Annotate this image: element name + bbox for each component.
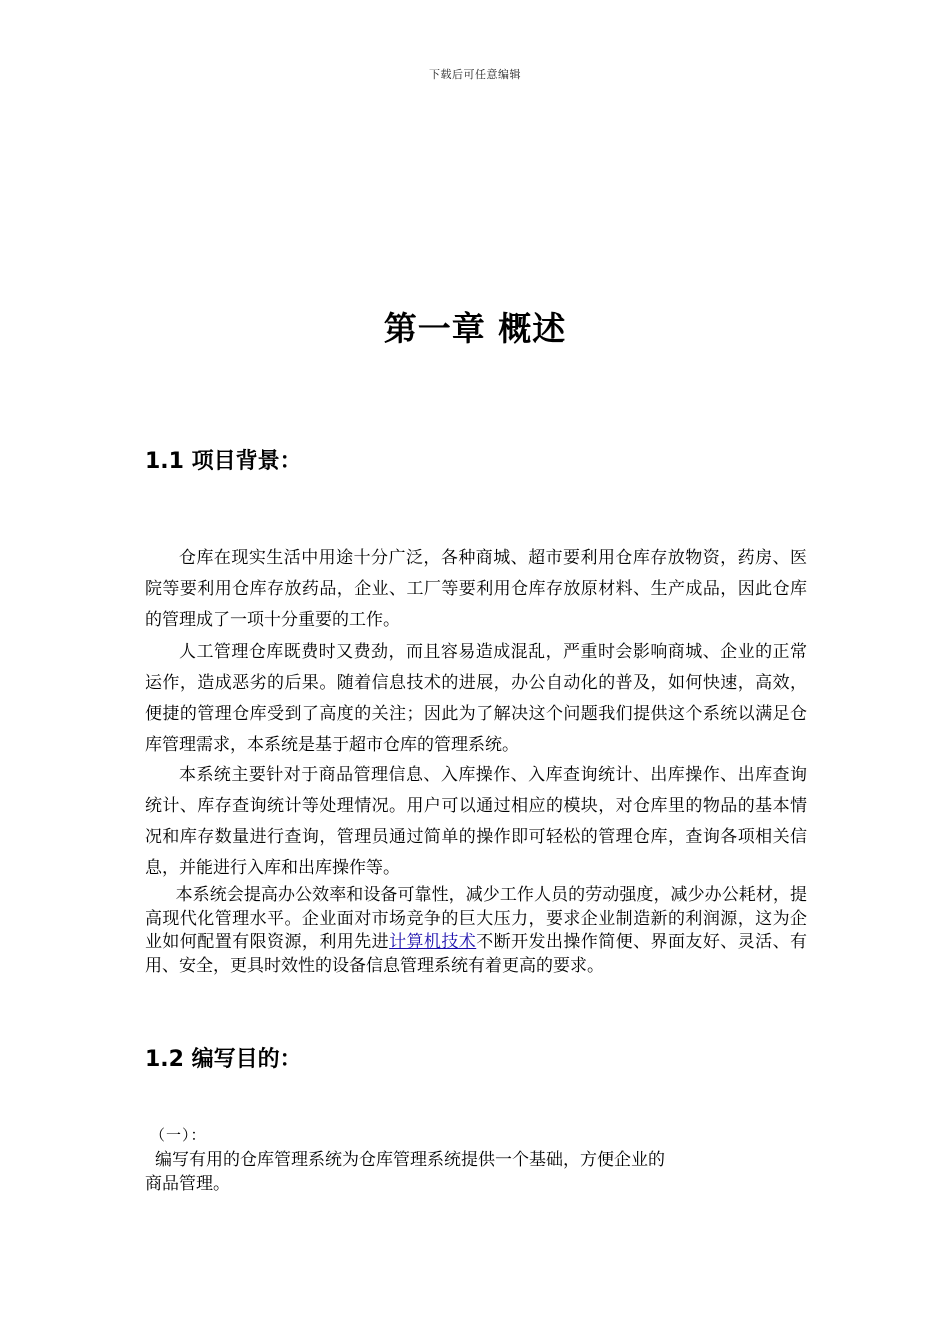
section-heading-purpose: 1.2 编写目的： xyxy=(145,1047,302,1072)
chapter-title: 第一章 概述 xyxy=(383,309,567,348)
computer-technology-link[interactable]: 计算机技术 xyxy=(389,932,477,952)
sub-item-paragraph xyxy=(145,1148,745,1196)
paragraph-system-benefits xyxy=(145,884,807,978)
paragraph-system-functions: 本系统主要针对于商品管理信息、入库操作、入库查询统计、出库操作、出库查询统计、库存查询统计等处理情况。用户可以通过相应的模块，对仓库里的物品的基本情况和库存数量进行查询，管理员通过简单的操作即可轻松的管理仓库，查询各项相关信息，并能进行入库和出库操作等。 xyxy=(145,765,807,878)
sub-item-line-1: 编写有用的仓库管理系统为仓库管理系统提供一个基础，方便企业的 xyxy=(155,1150,665,1170)
paragraph-text-before-link: 本系统会提高办公效率和设备可靠性，减少工作人员的劳动强度，减少办公耗材，提高现代化管理水平。企业面对市场竞争的巨大压力，要求企业制造新的利润源，这为企业如何配置有限资源，利用先进 xyxy=(145,885,807,952)
paragraph-text-after-link: 不断开发出操作简便、界面友好、灵活、有用、安全，更具时效性的设备信息管理系统有着更高的要求。 xyxy=(145,932,808,976)
paragraph-warehouse-usage: 仓库在现实生活中用途十分广泛，各种商城、超市要利用仓库存放物资，药房、医院等要利用仓库存放药品，企业、工厂等要利用仓库存放原材料、生产成品，因此仓库的管理成了一项十分重要的工作。 xyxy=(145,548,807,630)
paragraph-manual-management: 人工管理仓库既费时又费劲，而且容易造成混乱，严重时会影响商城、企业的正常运作，造成恶劣的后果。随着信息技术的进展，办公自动化的普及，如何快速，高效，便捷的管理仓库受到了高度的关注；因此为了解决这个问题我们提供这个系统以满足仓库管理需求，本系统是基于超市仓库的管理系统。 xyxy=(145,642,807,755)
sub-item-line-2: 商品管理。 xyxy=(145,1174,230,1194)
header-note: 下载后可任意编辑 xyxy=(429,68,521,81)
sub-item-label: （一）： xyxy=(150,1126,207,1144)
section-heading-background: 1.1 项目背景： xyxy=(145,449,302,474)
